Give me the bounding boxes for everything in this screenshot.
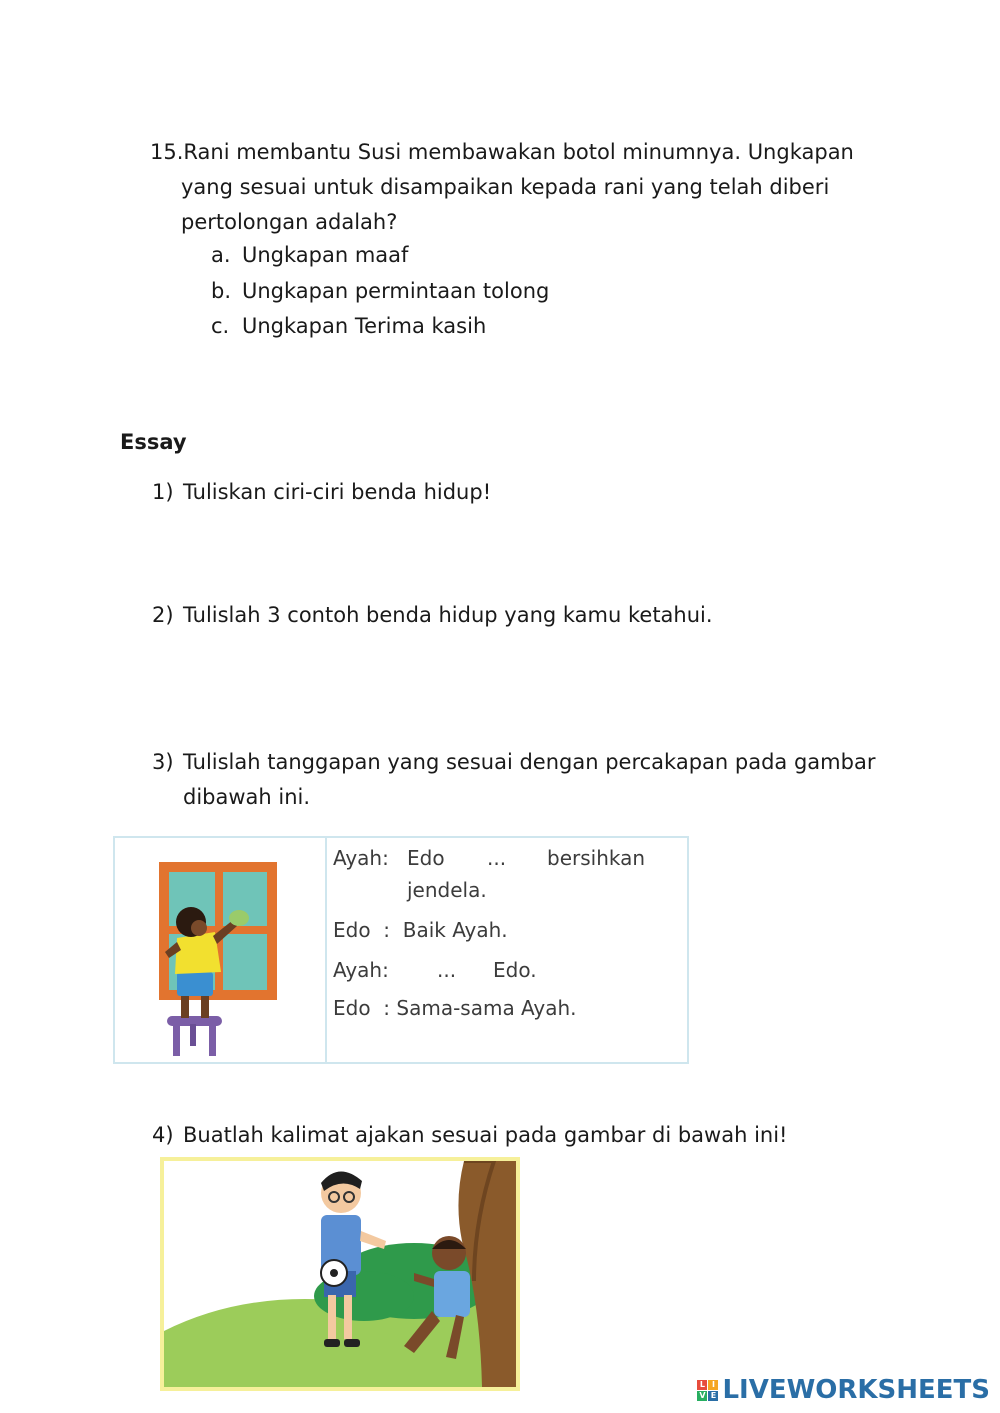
question-number: 15. — [150, 140, 184, 164]
question-15-line3: pertolongan adalah? — [181, 210, 398, 234]
dialog-illustration — [113, 836, 689, 1064]
option-a[interactable]: a. Ungkapan maaf — [211, 243, 409, 267]
dialog-line-3-speaker: Ayah: — [333, 958, 389, 982]
boys-under-tree-illustration — [164, 1161, 516, 1387]
dialog-line-1-verb: bersihkan — [547, 846, 646, 870]
liveworksheets-logo-icon: L I V E — [697, 1380, 718, 1401]
dialog-line-1-name: Edo — [407, 846, 445, 870]
question-15-line1: 15.Rani membantu Susi membawakan botol minumnya. Ungkapan — [150, 135, 870, 170]
dialog-line-1-blank: ... — [487, 846, 507, 870]
divider — [325, 838, 327, 1062]
option-b[interactable]: b. Ungkapan permintaan tolong — [211, 279, 550, 303]
liveworksheets-logo — [697, 1375, 990, 1405]
dialog-line-1-cont: jendela. — [407, 878, 487, 902]
essay-question-1: 1) Tuliskan ciri-ciri benda hidup! — [152, 480, 492, 504]
dialog-line-3-name: Edo. — [493, 958, 537, 982]
dialog-line-1: Ayah: — [333, 846, 389, 870]
boys-playing-image — [160, 1157, 520, 1391]
question-15 — [150, 135, 870, 240]
liveworksheets-wordmark: LIVEWORKSHEETS — [722, 1375, 990, 1405]
dialog-line-2: Edo : Baik Ayah. — [333, 918, 508, 942]
essay-heading: Essay — [120, 430, 187, 454]
dialog-line-3-blank: ... — [437, 958, 457, 982]
essay-question-2: 2) Tulislah 3 contoh benda hidup yang kamu ketahui. — [152, 603, 713, 627]
option-c[interactable]: c. Ungkapan Terima kasih — [211, 314, 487, 338]
essay-question-4: 4) Buatlah kalimat ajakan sesuai pada gambar di bawah ini! — [152, 1123, 788, 1147]
essay-question-3: 3) Tulislah tanggapan yang sesuai dengan percakapan pada gambar dibawah ini. — [152, 750, 876, 809]
boy-cleaning-window-image — [117, 840, 317, 1060]
dialog-line-4: Edo : Sama-sama Ayah. — [333, 996, 577, 1020]
question-15-line2: yang sesuai untuk disampaikan kepada rani yang telah diberi — [181, 175, 830, 199]
